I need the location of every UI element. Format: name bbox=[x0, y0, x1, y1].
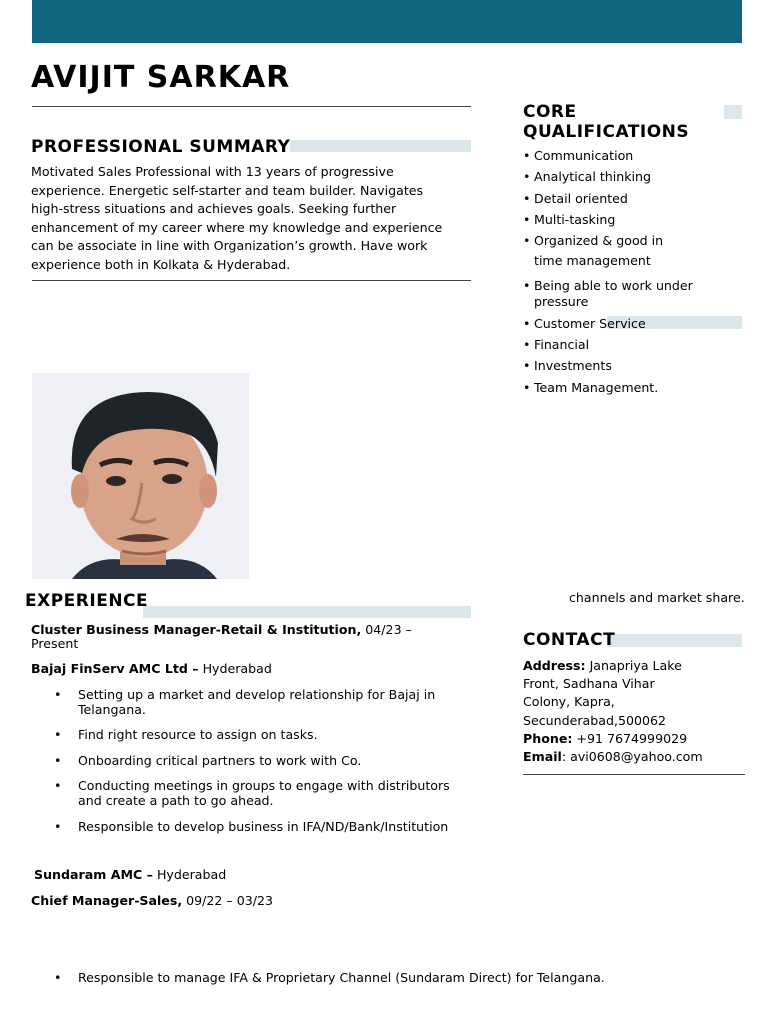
list-item: • Conducting meetings in groups to engage with distributors and create a path to go ahead. bbox=[54, 778, 450, 808]
list-item: • Responsible to manage IFA & Proprietary Channel (Sundaram Direct) for Telangana. bbox=[54, 970, 605, 985]
heading-highlight bbox=[724, 105, 742, 119]
heading-highlight bbox=[290, 140, 471, 152]
job-header: Cluster Business Manager-Retail & Institution, 04/23 – Present bbox=[31, 622, 412, 651]
contact-heading: CONTACT bbox=[523, 630, 616, 650]
list-item: • Financial bbox=[523, 337, 743, 353]
list-item: • Detail oriented bbox=[523, 191, 743, 207]
qualifications-heading: CORE QUALIFICATIONS bbox=[523, 102, 690, 142]
duties-list bbox=[54, 970, 678, 986]
email-link[interactable]: : avi0608@yahoo.com bbox=[561, 749, 703, 765]
list-item: • Multi-tasking bbox=[523, 212, 743, 228]
contact-details: Address: Janapriya Lake Front, Sadhana Vihar Colony, Kapra, Secunderabad,500062 Phone: +91 7674999029 Email: avi0608@yahoo.com bbox=[523, 658, 703, 765]
portrait-image bbox=[32, 373, 249, 579]
list-item: • Customer Service bbox=[523, 316, 743, 332]
overflow-text: channels and market share. bbox=[569, 590, 745, 605]
list-item: • Team Management. bbox=[523, 380, 743, 396]
list-item: • Organized & good in time management bbox=[523, 233, 743, 273]
divider bbox=[32, 106, 471, 107]
duties-list bbox=[54, 687, 478, 835]
list-item: • Responsible to develop business in IFA/ND/Bank/Institution bbox=[54, 819, 449, 834]
list-item: • Onboarding critical partners to work with Co. bbox=[54, 752, 362, 768]
divider bbox=[523, 774, 745, 775]
list-item: • Setting up a market and develop relationship for Bajaj in Telangana. bbox=[54, 687, 436, 717]
summary-text: Motivated Sales Professional with 13 years of progressive experience. Energetic self-starter and team builder. Navigates high-stress situations and achieves goals. Seeking further enhancement of my career where my knowledge and experience can be associate in line with Organization’s growth. Have work experience both in Kolkata & Hyderabad. bbox=[31, 164, 443, 272]
qualifications-list bbox=[523, 148, 743, 401]
list-item: • Find right resource to assign on tasks. bbox=[54, 727, 318, 742]
profile-photo bbox=[32, 373, 249, 579]
list-item: • Being able to work under pressure bbox=[523, 278, 743, 310]
company-line: Bajaj FinServ AMC Ltd – Hyderabad bbox=[31, 661, 272, 676]
company-line: Sundaram AMC – Hyderabad bbox=[34, 867, 227, 882]
divider bbox=[32, 280, 471, 281]
list-item: • Analytical thinking bbox=[523, 169, 743, 185]
list-item: • Communication bbox=[523, 148, 743, 164]
heading-highlight bbox=[608, 634, 742, 647]
candidate-name: AVIJIT SARKAR bbox=[31, 60, 291, 95]
header-color-bar bbox=[32, 0, 742, 43]
job-header: Chief Manager-Sales, 09/22 – 03/23 bbox=[31, 893, 274, 908]
summary-heading: PROFESSIONAL SUMMARY bbox=[31, 137, 291, 157]
list-item: • Investments bbox=[523, 358, 743, 374]
heading-highlight bbox=[143, 606, 471, 618]
experience-heading: EXPERIENCE bbox=[25, 591, 149, 611]
